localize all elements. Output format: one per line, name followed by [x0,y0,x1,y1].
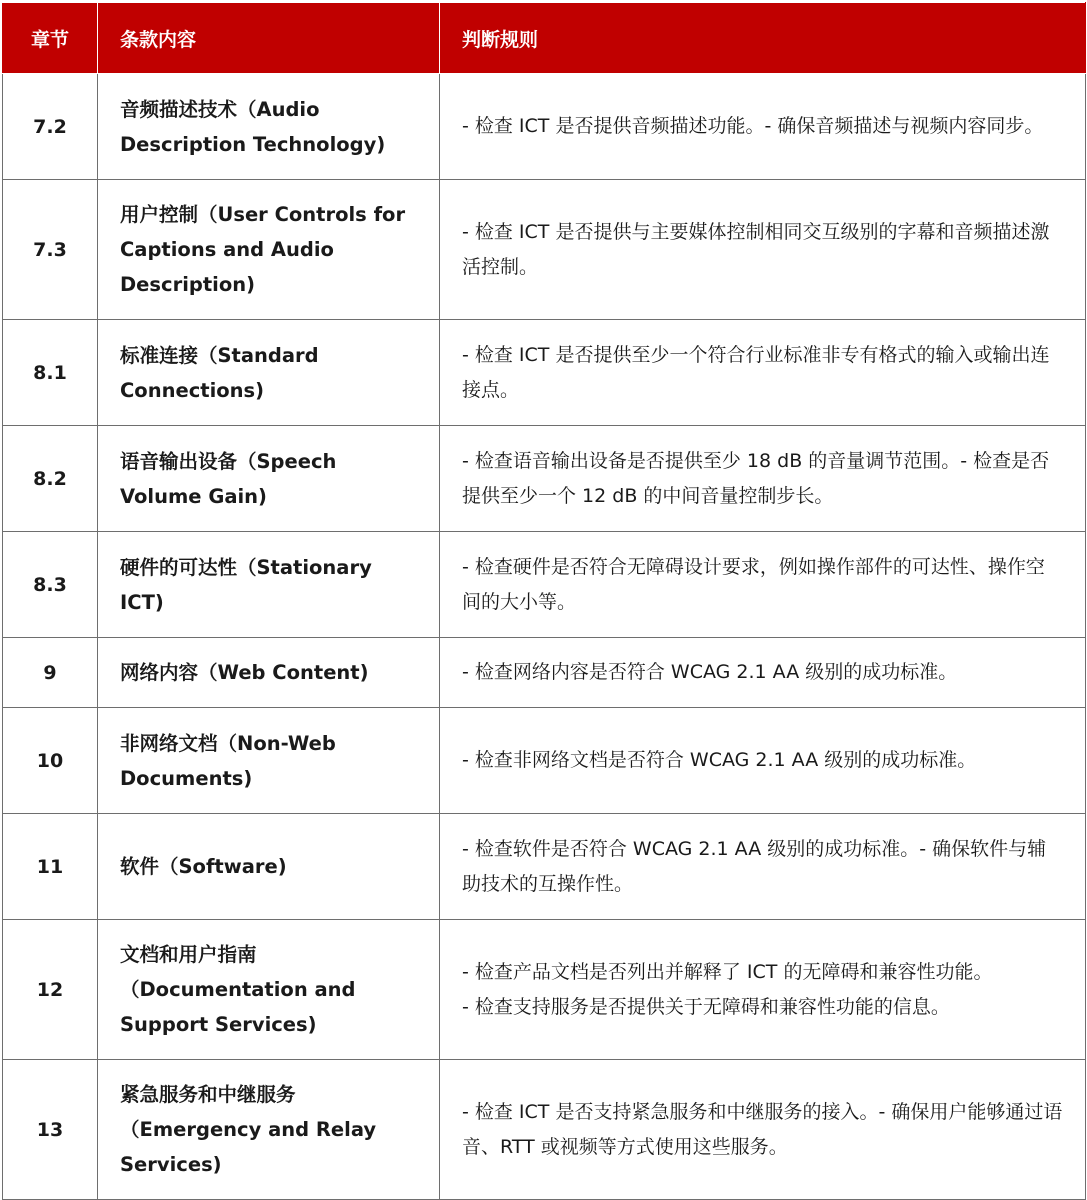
clause-cell: 语音输出设备（Speech Volume Gain) [98,426,440,532]
chapter-cell: 10 [3,708,98,814]
clause-cell: 网络内容（Web Content) [98,638,440,708]
chapter-cell: 7.3 [3,180,98,320]
clause-cell: 用户控制（User Controls for Captions and Audio Description) [98,180,440,320]
clause-cell: 硬件的可达性（Stationary ICT) [98,532,440,638]
rule-text: - 检查 ICT 是否提供与主要媒体控制相同交互级别的字幕和音频描述激活控制。 [462,220,1050,278]
chapter-cell: 8.3 [3,532,98,638]
table-row [3,920,1086,1060]
table-row [3,638,1086,708]
rule-cell [440,1060,1086,1200]
rule-cell [440,74,1086,180]
chapter-cell: 12 [3,920,98,1060]
table-body [3,74,1086,1200]
rule-cell [440,532,1086,638]
accessibility-criteria-table [2,2,1086,1200]
clause-cell: 非网络文档（Non-Web Documents) [98,708,440,814]
rule-cell [440,708,1086,814]
table-row [3,74,1086,180]
rule-text: - 检查语音输出设备是否提供至少 18 dB 的音量调节范围。- 检查是否提供至少一个 12 dB 的中间音量控制步长。 [462,449,1050,507]
chapter-cell: 8.1 [3,320,98,426]
table-row [3,708,1086,814]
rule-text: - 检查 ICT 是否提供音频描述功能。- 确保音频描述与视频内容同步。 [462,115,1044,137]
header-chapter: 章节 [3,3,98,74]
clause-cell: 音频描述技术（Audio Description Technology) [98,74,440,180]
rule-text: - 检查产品文档是否列出并解释了 ICT 的无障碍和兼容性功能。 [462,960,993,983]
table-row [3,426,1086,532]
rule-text: - 检查硬件是否符合无障碍设计要求，例如操作部件的可达性、操作空间的大小等。 [462,555,1045,613]
table-header-row [3,3,1086,74]
table-row [3,1060,1086,1200]
rule-text: - 检查 ICT 是否支持紧急服务和中继服务的接入。- 确保用户能够通过语音、RTT 或视频等方式使用这些服务。 [462,1100,1063,1158]
rule-cell [440,320,1086,426]
table-row [3,532,1086,638]
table-row [3,320,1086,426]
clause-cell: 文档和用户指南（Documentation and Support Services) [98,920,440,1060]
header-rule: 判断规则 [440,3,1086,74]
table-row [3,180,1086,320]
rule-text: - 检查支持服务是否提供关于无障碍和兼容性功能的信息。 [462,995,950,1018]
rule-text: - 检查网络内容是否符合 WCAG 2.1 AA 级别的成功标准。 [462,661,958,683]
rule-cell [440,638,1086,708]
chapter-cell: 11 [3,814,98,920]
clause-cell: 紧急服务和中继服务（Emergency and Relay Services) [98,1060,440,1200]
rule-cell [440,920,1086,1060]
chapter-cell: 8.2 [3,426,98,532]
rule-cell [440,180,1086,320]
rule-text: - 检查软件是否符合 WCAG 2.1 AA 级别的成功标准。- 确保软件与辅助技术的互操作性。 [462,837,1047,895]
rule-cell [440,426,1086,532]
clause-cell: 软件（Software) [98,814,440,920]
rule-text: - 检查 ICT 是否提供至少一个符合行业标准非专有格式的输入或输出连接点。 [462,343,1050,401]
chapter-cell: 7.2 [3,74,98,180]
rule-cell [440,814,1086,920]
chapter-cell: 13 [3,1060,98,1200]
table-row [3,814,1086,920]
clause-cell: 标准连接（Standard Connections) [98,320,440,426]
chapter-cell: 9 [3,638,98,708]
rule-text: - 检查非网络文档是否符合 WCAG 2.1 AA 级别的成功标准。 [462,749,977,771]
header-clause: 条款内容 [98,3,440,74]
